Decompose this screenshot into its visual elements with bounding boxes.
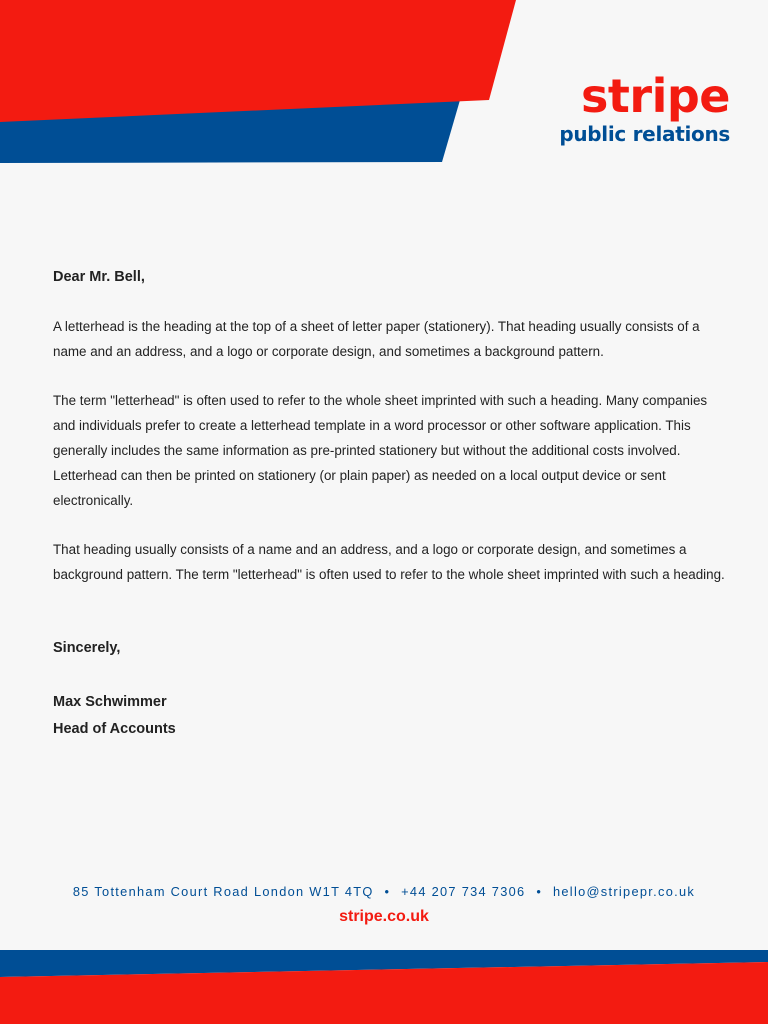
- logo-wordmark: stripe: [581, 69, 730, 123]
- paragraph-3: That heading usually consists of a name and an address, and a logo or corporate design, and sometimes a background pattern. The term "letterhead" is often used to refer to the whole sheet imprinted with such a heading.: [53, 542, 725, 582]
- paragraph-1: A letterhead is the heading at the top of a sheet of letter paper (stationery). That heading usually consists of a name and an address, and a logo or corporate design, and sometimes a background pattern.: [53, 319, 700, 359]
- letter-body: [53, 265, 725, 743]
- signature-block: [53, 689, 725, 743]
- closing: Sincerely,: [53, 640, 121, 656]
- footer: [0, 882, 768, 932]
- paragraph-2: The term "letterhead" is often used to refer to the whole sheet imprinted with such a heading. Many companies and individuals prefer to create a letterhead template in a word processor or other software application. This generally includes the same information as pre-printed stationery but without the additional costs involved. Letterhead can then be printed on stationery (or plain paper) as needed on a local output device or sent electronically.: [53, 393, 708, 508]
- footer-address: 85 Tottenham Court Road London W1T 4TQ: [72, 884, 374, 899]
- footer-separator: •: [384, 884, 391, 899]
- logo-tagline: public relations: [559, 122, 730, 146]
- signer-title: Head of Accounts: [53, 721, 176, 737]
- footer-separator: •: [536, 884, 543, 899]
- signer-name: Max Schwimmer: [53, 694, 167, 710]
- footer-website-link[interactable]: stripe.co.uk: [339, 908, 429, 925]
- footer-email[interactable]: hello@stripepr.co.uk: [552, 884, 696, 899]
- salutation: Dear Mr. Bell,: [53, 269, 145, 285]
- footer-phone[interactable]: +44 207 734 7306: [401, 884, 526, 899]
- company-logo: [559, 68, 730, 146]
- contact-line: [0, 882, 768, 902]
